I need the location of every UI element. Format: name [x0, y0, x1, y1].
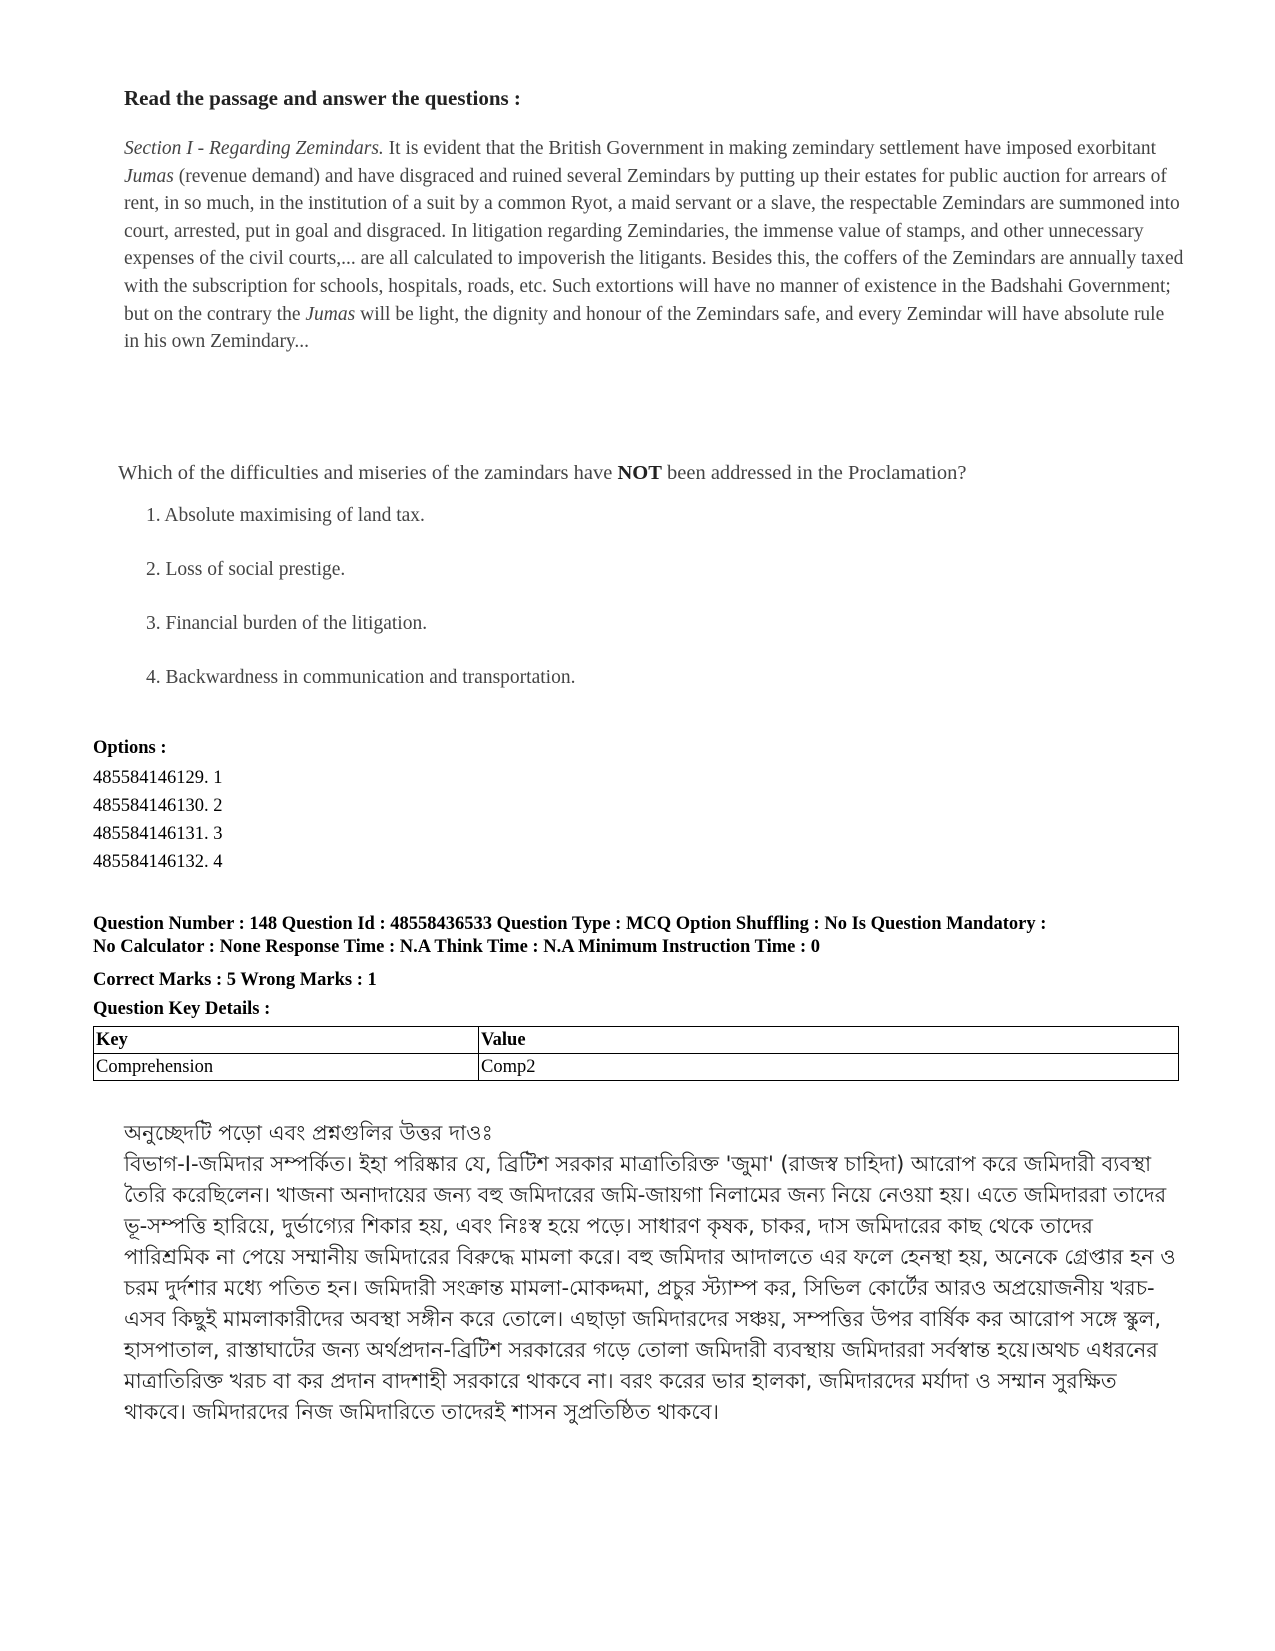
question-meta — [93, 913, 1193, 959]
passage-heading: Read the passage and answer the questions : — [124, 86, 521, 110]
question-image — [118, 462, 1198, 719]
statement-item: 2. Loss of social prestige. — [146, 559, 346, 580]
option-item: 485584146131. 3 — [93, 824, 223, 844]
passage-text-part: (revenue demand) and have disgraced and ruined several Zemindars by putting up their estates for public auction for arrears of rent, in so much, in the institution of a suit by a common Ryot, a maid servant or a slave, the respectable Zemindars are summoned into court, arrested, put in goal and disgraced. In litigation regarding Zemindaries, the immense value of stamps, and other unnecessary expenses of the civil courts,... are all calculated to impoverish the litigants. Besides this, the coffers of the Zemindars are annually taxed with the subscription for schools, hospitals, roads, etc. Such extortions will have no manner of existence in the Badshahi Government; but on the contrary the — [124, 165, 1184, 325]
key-details-table — [93, 1026, 1179, 1081]
options-label: Options : — [93, 738, 167, 758]
option-item: 485584146132. 4 — [93, 852, 223, 872]
table-header-cell: Value — [479, 1027, 1179, 1054]
passage-term: Jumas — [305, 303, 356, 325]
table-cell: Comp2 — [479, 1054, 1179, 1081]
meta-line: Question Number : 148 Question Id : 48558436533 Question Type : MCQ Option Shuffling : No Is Question Mandatory : — [93, 914, 1047, 934]
section-title: Section I - Regarding Zemindars. — [124, 138, 384, 159]
statement-item: 1. Absolute maximising of land tax. — [146, 505, 425, 526]
question-emphasis: NOT — [617, 462, 662, 484]
key-details-label: Question Key Details : — [93, 999, 271, 1019]
passage-text-part: will be light, the dignity and honour of the Zemindars safe, and every Zemindar will have absolute rule in his own Zemindary... — [124, 303, 1165, 353]
question-text — [118, 462, 1198, 485]
bengali-passage-image — [124, 1118, 1184, 1428]
option-item: 485584146130. 2 — [93, 796, 223, 816]
passage-text-part: It is evident that the British Government in making zemindary settlement have imposed exorbitant — [383, 138, 1157, 159]
table-header-row — [94, 1027, 1179, 1054]
meta-line: No Calculator : None Response Time : N.A Think Time : N.A Minimum Instruction Time : 0 — [93, 937, 821, 957]
passage-body — [124, 135, 1184, 356]
question-text-part: been addressed in the Proclamation? — [661, 462, 967, 484]
statement-item: 3. Financial burden of the litigation. — [146, 613, 428, 634]
question-text-part: Which of the difficulties and miseries of the zamindars have — [118, 462, 618, 484]
table-header-cell: Key — [94, 1027, 479, 1054]
table-cell: Comprehension — [94, 1054, 479, 1081]
option-item: 485584146129. 1 — [93, 768, 223, 788]
bengali-heading: অনুচ্ছেদটি পড়ো এবং প্রশ্নগুলির উত্তর দাওঃ — [124, 1121, 493, 1145]
table-row — [94, 1054, 1179, 1081]
statement-item: 4. Backwardness in communication and transportation. — [146, 667, 576, 688]
passage-image — [124, 86, 1184, 356]
options-list — [93, 764, 223, 876]
marks-line: Correct Marks : 5 Wrong Marks : 1 — [93, 970, 377, 990]
bengali-body: বিভাগ-I-জমিদার সম্পর্কিত। ইহা পরিষ্কার যে, ব্রিটিশ সরকার মাত্রাতিরিক্ত 'জুমা' (রাজস্ব চাহিদা) আরোপ করে জমিদারী ব্যবস্থা তৈরি করেছিলেন। খাজনা অনাদায়ের জন্য বহু জমিদারের জমি-জায়গা নিলামের জন্য নিয়ে নেওয়া হয়। এতে জমিদাররা তাদের ভূ-সম্পত্তি হারিয়ে, দুর্ভাগ্যের শিকার হয়, এবং নিঃস্ব হয়ে পড়ে। সাধারণ কৃষক, চাকর, দাস জমিদারের কাছ থেকে তাদের পারিশ্রমিক না পেয়ে সম্মানীয় জমিদারের বিরুদ্ধে মামলা করে। বহু জমিদার আদালতে এর ফলে হেনস্থা হয়, অনেকে গ্রেপ্তার হন ও চরম দুর্দশার মধ্যে পতিত হন। জমিদারী সংক্রান্ত মামলা-মোকদ্দমা, প্রচুর স্ট্যাম্প কর, সিভিল কোর্টের আরও অপ্রয়োজনীয় খরচ-এসব কিছুই মামলাকারীদের অবস্থা সঙ্গীন করে তোলে। এছাড়া জমিদারদের সঞ্চয়, সম্পত্তির উপর বার্ষিক কর আরোপ সঙ্গে স্কুল, হাসপাতাল, রাস্তাঘাটের জন্য অর্থপ্রদান-ব্রিটিশ সরকারের গড়ে তোলা জমিদারী ব্যবস্থায় জমিদাররা সর্বস্বান্ত হয়ে।অথচ এধরনের মাত্রাতিরিক্ত খরচ বা কর প্রদান বাদশাহী সরকারে থাকবে না। বরং করের ভার হালকা, জমিদারদের মর্যাদা ও সম্মান সুরক্ষিত থাকবে। জমিদারদের নিজ জমিদারিতে তাদেরই শাসন সুপ্রতিষ্ঠিত থাকবে। — [124, 1152, 1176, 1424]
passage-term: Jumas — [124, 165, 174, 187]
